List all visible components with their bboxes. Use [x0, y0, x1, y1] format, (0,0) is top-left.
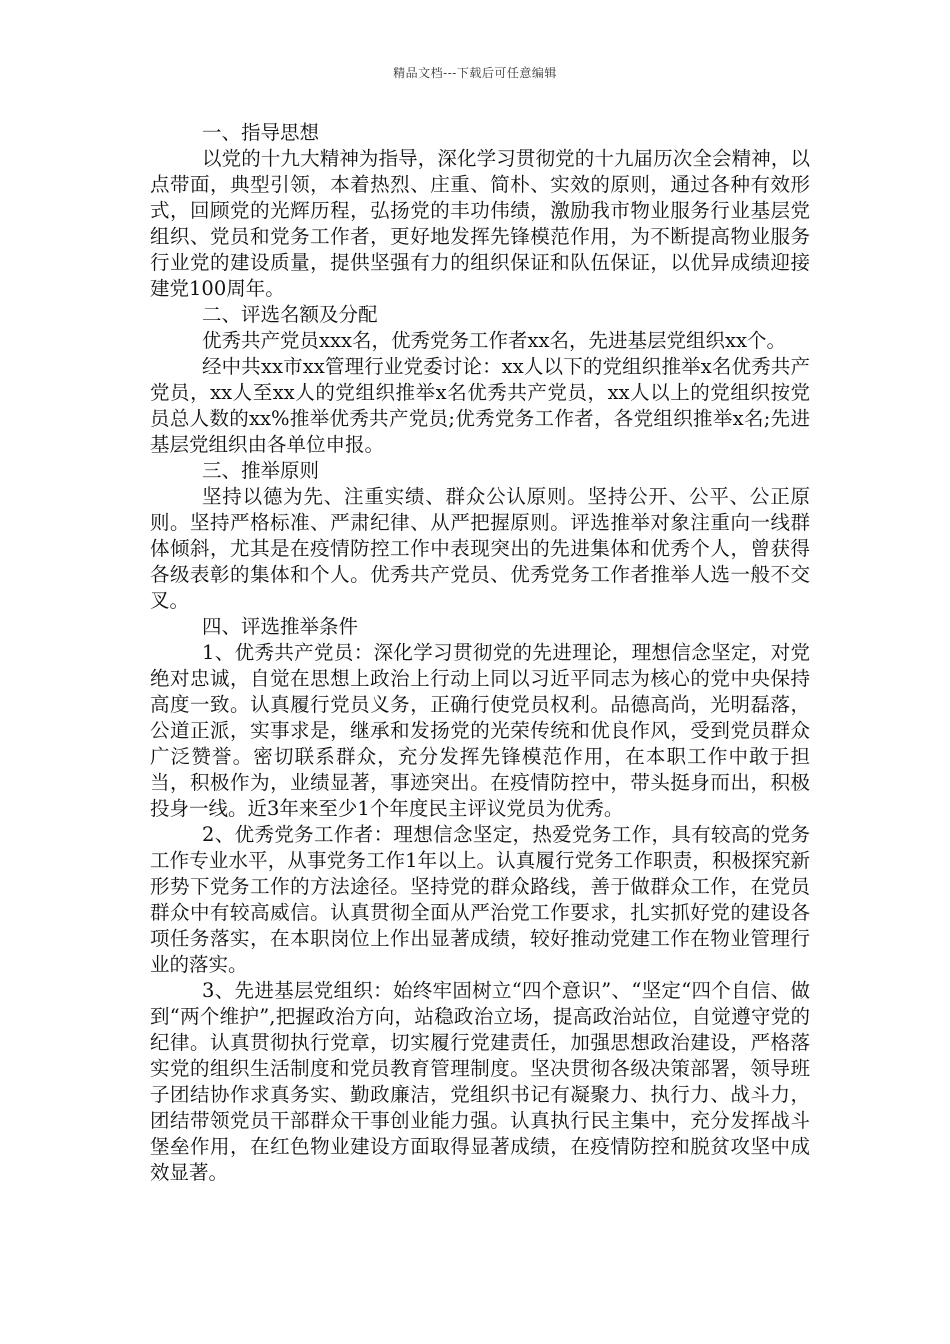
section-heading: 三、推举原则 [202, 459, 320, 482]
section-heading: 二、评选名额及分配 [202, 303, 378, 326]
section-heading: 四、评选推举条件 [202, 615, 359, 638]
paragraph: 3、先进基层党组织：始终牢固树立“四个意识”、“坚定“四个自信、做到“两个维护”,把握政治方向，站稳政治立场，提高政治站位，自觉遵守党的纪律。认真贯彻执行党章，切实履行党建责任，加强思想政治建设，严格落实党的组织生活制度和党员教育管理制度。坚决贯彻各级决策部署，领导班子团结协作求真务实、勤政廉洁，党组织书记有凝聚力、执行力、战斗力，团结带领党员干部群众干事创业能力强。认真执行民主集中，充分发挥战斗堡垒作用，在红色物业建设方面取得显著成绩，在疫情防控和脱贫攻坚中成效显著。 [150, 979, 810, 1184]
paragraph: 坚持以德为先、注重实绩、群众公认原则。坚持公开、公平、公正原则。坚持严格标准、严肃纪律、从严把握原则。评选推举对象注重向一线群体倾斜，尤其是在疫情防控工作中表现突出的先进集体和优秀个人，曾获得各级表彰的集体和个人。优秀共产党员、优秀党务工作者推举人选一般不交叉。 [150, 485, 810, 612]
section-heading: 一、指导思想 [202, 121, 320, 144]
document-body [150, 120, 810, 1186]
paragraph: 以党的十九大精神为指导，深化学习贯彻党的十九届历次全会精神，以点带面，典型引领，本着热烈、庄重、简朴、实效的原则，通过各种有效形式，回顾党的光辉历程，弘扬党的丰功伟绩，激励我市物业服务行业基层党组织、党员和党务工作者，更好地发挥先锋模范作用，为不断提高物业服务行业党的建设质量，提供坚强有力的组织保证和队伍保证，以优异成绩迎接建党100周年。 [150, 147, 810, 300]
paragraph: 优秀共产党员xxx名，优秀党务工作者xx名，先进基层党组织xx个。 [202, 329, 786, 352]
paragraph: 2、优秀党务工作者：理想信念坚定，热爱党务工作，具有较高的党务工作专业水平，从事党务工作1年以上。认真履行党务工作职责，积极探究新形势下党务工作的方法途径。坚持党的群众路线，善于做群众工作，在党员群众中有较高威信。认真贯彻全面从严治党工作要求，扎实抓好党的建设各项任务落实，在本职岗位上作出显著成绩，较好推动党建工作在物业管理行业的落实。 [150, 823, 810, 976]
paragraph: 1、优秀共产党员：深化学习贯彻党的先进理论，理想信念坚定，对党绝对忠诚，自觉在思想上政治上行动上同以习近平同志为核心的党中央保持高度一致。认真履行党员义务，正确行使党员权利。品德高尚，光明磊落，公道正派，实事求是，继承和发扬党的光荣传统和优良作风，受到党员群众广泛赞誉。密切联系群众，充分发挥先锋模范作用，在本职工作中敢于担当，积极作为，业绩显著，事迹突出。在疫情防控中，带头挺身而出，积极投身一线。近3年来至少1个年度民主评议党员为优秀。 [150, 641, 810, 820]
page-header-note: 精品文档---下载后可任意编辑 [393, 66, 557, 80]
paragraph: 经中共xx市xx管理行业党委讨论：xx人以下的党组织推举x名优秀共产党员，xx人至xx人的党组织推举x名优秀共产党员，xx人以上的党组织按党员总人数的xx%推举优秀共产党员;优秀党务工作者，各党组织推举x名;先进基层党组织由各单位申报。 [150, 355, 810, 456]
